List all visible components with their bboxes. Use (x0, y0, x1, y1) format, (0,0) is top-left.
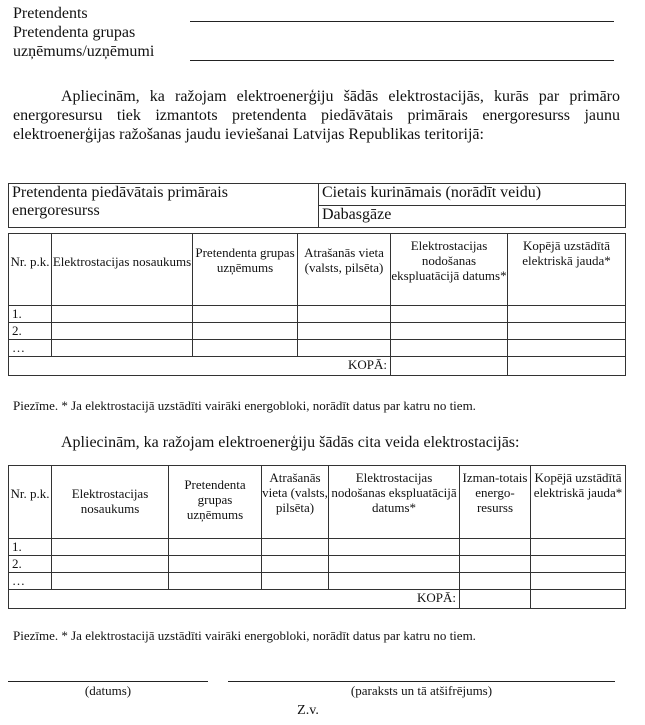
total-label: KOPĀ: (9, 590, 460, 609)
col-header-location: Atrašanās vieta (valsts, pilsēta) (262, 466, 329, 539)
table-row (9, 573, 626, 590)
col-header-capacity: Kopējā uzstādītā elektriskā jauda* (531, 466, 626, 539)
col-header-nr: Nr. p.k. (9, 466, 52, 539)
table-row (9, 539, 626, 556)
total-row (9, 590, 626, 609)
date-label: (datums) (84, 683, 132, 698)
row-number: 2. (9, 556, 52, 573)
footnote-1: Piezīme. * Ja elektrostacijā uzstādīti vairāki energobloki, norādīt datus par katru no tiem. (13, 398, 476, 413)
row-number: 1. (9, 306, 52, 323)
declaration-paragraph-2: Apliecinām, ka ražojam elektroenerģiju šādās cita veida elektrostacijās: (61, 434, 520, 451)
col-header-nr: Nr. p.k. (9, 234, 52, 306)
footnote-2: Piezīme. * Ja elektrostacijā uzstādīti vairāki energobloki, norādīt datus par katru no tiem. (13, 628, 476, 643)
row-number: … (9, 573, 52, 590)
row-number: … (9, 340, 52, 357)
pretendents-label: Pretendents (13, 5, 88, 22)
total-row (9, 357, 626, 376)
group-label-line2: uzņēmums/uzņēmumi (13, 43, 155, 60)
resource-option-natural-gas: Dabasgāze (319, 206, 626, 228)
signature-label: (paraksts un tā atšifrējums) (350, 683, 493, 698)
stamp-label: Z.v. (297, 703, 319, 718)
group-line (190, 60, 614, 61)
declaration-paragraph-1: Apliecinām, ka ražojam elektroenerģiju šādās elektrostacijās, kurās par primāro energoresursu tiek izmantots pretendenta piedāvātais primārais energoresurss jaunu elektroenerģijas ražošanas jaudu ieviešanai Latvijas Republikas teritorijā: (13, 88, 620, 143)
stations-table (8, 233, 626, 376)
resource-option-solid-fuel: Cietais kurināmais (norādīt veidu) (319, 184, 626, 206)
col-header-group-company: Pretendenta grupas uzņēmums (193, 234, 298, 306)
col-header-commission-date: Elektrostacijas nodošanas ekspluatācijā datums* (329, 466, 460, 539)
col-header-capacity: Kopējā uzstādītā elektriskā jauda* (508, 234, 626, 306)
row-number: 1. (9, 539, 52, 556)
col-header-commission-date: Elektrostacijas nodošanas ekspluatācijā datums* (391, 234, 508, 306)
table-row (9, 340, 626, 357)
date-line (8, 681, 208, 682)
pretendents-line (190, 21, 614, 22)
resource-label: Pretendenta piedāvātais primārais energoresurss (9, 184, 319, 228)
table-row (9, 306, 626, 323)
other-stations-table (8, 465, 626, 609)
total-label: KOPĀ: (9, 357, 391, 376)
table-row (9, 556, 626, 573)
resource-table (8, 183, 626, 228)
table-row (9, 323, 626, 340)
col-header-location: Atrašanās vieta (valsts, pilsēta) (298, 234, 391, 306)
col-header-name: Elektrostacijas nosaukums (52, 466, 169, 539)
col-header-name: Elektrostacijas nosaukums (52, 234, 193, 306)
col-header-group-company: Pretendenta grupas uzņēmums (169, 466, 262, 539)
signature-line (228, 681, 615, 682)
row-number: 2. (9, 323, 52, 340)
col-header-resource-used: Izman-totais energo-resurss (460, 466, 531, 539)
group-label-line1: Pretendenta grupas (13, 24, 136, 41)
